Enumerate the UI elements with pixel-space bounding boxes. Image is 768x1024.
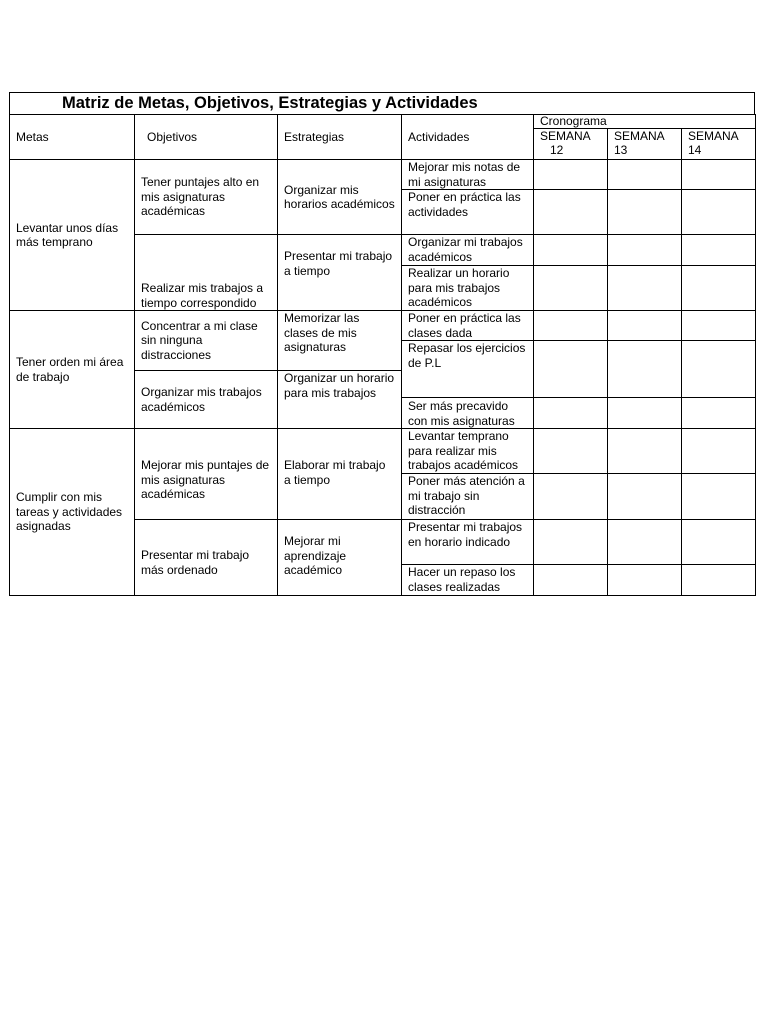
estrategia-cell-4: Organizar un horario para mis trabajos <box>278 371 402 429</box>
actividad-cell-10: Presentar mi trabajos en horario indicado <box>402 520 534 565</box>
schedule-cell <box>534 429 608 474</box>
schedule-cell <box>608 190 682 235</box>
schedule-cell <box>534 266 608 311</box>
objetivo-cell-6: Presentar mi trabajo más ordenado <box>135 520 278 596</box>
matrix-title: Matriz de Metas, Objetivos, Estrategias y Actividades <box>9 92 755 114</box>
meta-cell-2: Tener orden mi área de trabajo <box>10 311 135 429</box>
schedule-cell <box>608 474 682 520</box>
schedule-cell <box>682 266 756 311</box>
schedule-cell <box>608 311 682 341</box>
actividad-cell-11: Hacer un repaso los clases realizadas <box>402 565 534 596</box>
schedule-cell <box>608 398 682 429</box>
estrategia-cell-3: Memorizar las clases de mis asignaturas <box>278 311 402 371</box>
objetivo-cell-2: Realizar mis trabajos a tiempo correspondido <box>135 235 278 311</box>
schedule-cell <box>682 341 756 398</box>
schedule-cell <box>534 474 608 520</box>
schedule-cell <box>534 520 608 565</box>
schedule-cell <box>682 398 756 429</box>
schedule-cell <box>682 520 756 565</box>
schedule-cell <box>534 565 608 596</box>
schedule-cell <box>682 474 756 520</box>
schedule-cell <box>608 235 682 266</box>
schedule-cell <box>608 160 682 190</box>
actividad-cell-5: Poner en práctica las clases dada <box>402 311 534 341</box>
header-metas: Metas <box>10 115 135 160</box>
actividad-cell-9: Poner más atención a mi trabajo sin distracción <box>402 474 534 520</box>
header-estrategias: Estrategias <box>278 115 402 160</box>
schedule-cell <box>534 190 608 235</box>
meta-cell-1: Levantar unos días más temprano <box>10 160 135 311</box>
schedule-cell <box>682 160 756 190</box>
schedule-cell <box>534 235 608 266</box>
header-actividades: Actividades <box>402 115 534 160</box>
schedule-cell <box>534 341 608 398</box>
schedule-cell <box>608 341 682 398</box>
header-week-13: SEMANA 13 <box>608 129 682 160</box>
schedule-cell <box>608 520 682 565</box>
objetivo-cell-4: Organizar mis trabajos académicos <box>135 371 278 429</box>
schedule-cell <box>682 235 756 266</box>
schedule-cell <box>682 190 756 235</box>
objetivo-cell-3: Concentrar a mi clase sin ninguna distracciones <box>135 311 278 371</box>
actividad-cell-8: Levantar temprano para realizar mis trabajos académicos <box>402 429 534 474</box>
schedule-cell <box>682 565 756 596</box>
estrategia-cell-6: Mejorar mi aprendizaje académico <box>278 520 402 596</box>
estrategia-cell-2: Presentar mi trabajo a tiempo <box>278 235 402 311</box>
schedule-cell <box>534 311 608 341</box>
estrategia-cell-5: Elaborar mi trabajo a tiempo <box>278 429 402 520</box>
schedule-cell <box>682 311 756 341</box>
objetivo-cell-5: Mejorar mis puntajes de mis asignaturas académicas <box>135 429 278 520</box>
schedule-cell <box>534 398 608 429</box>
schedule-cell <box>608 429 682 474</box>
schedule-cell <box>682 429 756 474</box>
header-week-12: SEMANA 12 <box>534 129 608 160</box>
header-objetivos: Objetivos <box>135 115 278 160</box>
header-cronograma: Cronograma <box>534 115 756 129</box>
actividad-cell-4: Realizar un horario para mis trabajos académicos <box>402 266 534 311</box>
actividad-cell-2: Poner en práctica las actividades <box>402 190 534 235</box>
schedule-cell <box>608 266 682 311</box>
objetivo-cell-1: Tener puntajes alto en mis asignaturas académicas <box>135 160 278 235</box>
actividad-cell-6: Repasar los ejercicios de P.L <box>402 341 534 398</box>
document-page <box>9 92 755 596</box>
header-week-14: SEMANA 14 <box>682 129 756 160</box>
schedule-cell <box>534 160 608 190</box>
actividad-cell-7: Ser más precavido con mis asignaturas <box>402 398 534 429</box>
schedule-cell <box>608 565 682 596</box>
estrategia-cell-1: Organizar mis horarios académicos <box>278 160 402 235</box>
actividad-cell-1: Mejorar mis notas de mi asignaturas <box>402 160 534 190</box>
meta-cell-3: Cumplir con mis tareas y actividades asignadas <box>10 429 135 596</box>
actividad-cell-3: Organizar mi trabajos académicos <box>402 235 534 266</box>
goals-matrix-table <box>9 114 756 596</box>
